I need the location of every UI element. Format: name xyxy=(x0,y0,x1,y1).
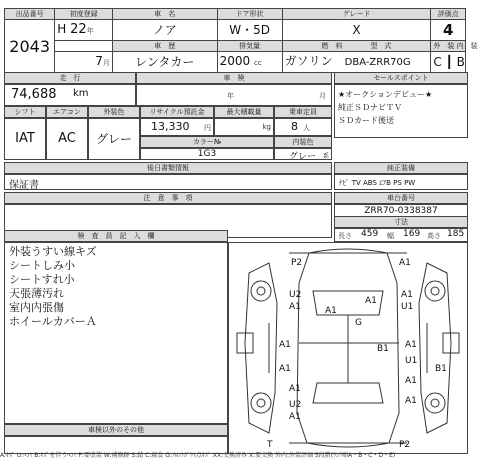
note-1: 外装うすい線キズ xyxy=(9,245,97,258)
hgt: 185 xyxy=(447,229,465,239)
len-label: 長さ xyxy=(338,232,352,240)
color-no-header: カラー№ xyxy=(140,136,274,148)
cc-unit: cc xyxy=(254,59,262,67)
mark-u2-rl: U2 xyxy=(289,400,302,410)
dims-box xyxy=(334,228,468,242)
exterior-grade: C xyxy=(433,55,442,69)
wid: 169 xyxy=(403,229,421,239)
shift-box xyxy=(4,118,46,160)
car-outline xyxy=(229,243,467,453)
mark-a1-rr: A1 xyxy=(405,376,417,386)
first-reg-header: 初度登録 xyxy=(55,9,113,20)
inspector-box xyxy=(4,242,228,424)
legend-footer: A:ｷｽﾞ U:ﾍｺﾐ B:ｷｽﾞを伴うﾍｺﾐ P:要塗装 W:補修跡 S:錆 C:腐食 G:ﾌﾛﾝﾄｶﾞﾗｽ点ｷｽﾞ XX:交換済み X:要交換 外内:外装評価 5段階(ﾗﾝｸ順A・B・C・D・E) xyxy=(0,452,396,459)
mileage-header: 走 行 xyxy=(4,72,136,84)
shift: IAT xyxy=(15,131,35,146)
kg-unit: kg xyxy=(262,123,271,131)
usage-header: 車 歴 xyxy=(112,41,217,52)
note-6: ホイールカバーＡ xyxy=(9,315,97,328)
color-no: 1G3 xyxy=(197,149,217,159)
fuel: ガソリン xyxy=(284,54,333,68)
fuel-model-header xyxy=(282,41,431,52)
lot-header: 出品番号 xyxy=(5,9,55,20)
car-diagram xyxy=(228,242,468,454)
sales-point-1: ★オークションデビュー★ xyxy=(338,90,433,99)
sales-points-list xyxy=(335,85,467,130)
color-box xyxy=(88,118,140,160)
mark-t: T xyxy=(267,440,273,450)
recycle-yen: 円 xyxy=(204,124,211,132)
mark-u2-fl: U2 xyxy=(289,290,302,300)
note-5: 室内内張傷 xyxy=(9,301,64,314)
ext-int-grades: C ┃ B xyxy=(431,52,466,73)
mark-p2-rear: P2 xyxy=(399,440,411,450)
mark-b1-right: B1 xyxy=(435,364,447,374)
score: 4 xyxy=(431,20,466,41)
aircon: AC xyxy=(58,131,76,146)
inspector-notes xyxy=(5,243,227,331)
mark-p2-front: P2 xyxy=(291,258,303,268)
follow-header: 後日書類情報 xyxy=(4,162,332,174)
inspector-header: 検 査 員 記 入 欄 xyxy=(4,230,228,242)
year-unit: 年 xyxy=(86,27,94,35)
insp-year-unit: 年 xyxy=(227,92,234,100)
usage: レンタカー xyxy=(112,52,217,73)
mark-a1-fl: A1 xyxy=(289,302,301,312)
wid-label: 幅 xyxy=(387,232,394,240)
equipment-box xyxy=(334,174,468,190)
displacement-header: 排気量 xyxy=(217,41,282,52)
mark-a1-rl2: A1 xyxy=(289,412,301,422)
mark-a1-windshield: A1 xyxy=(325,306,337,316)
door-shape: W・5D xyxy=(217,20,282,41)
notice-header: 注 意 事 項 xyxy=(4,192,332,204)
equipment: ﾅﾋﾞ TV ABS ｴｱB PS PW xyxy=(339,179,416,187)
recycle-box xyxy=(140,118,214,136)
displacement-value: 2000 xyxy=(219,54,251,68)
max-load-box xyxy=(214,118,274,136)
capacity-box xyxy=(274,118,332,136)
person-unit: 人 xyxy=(303,124,310,132)
sales-point-3: ＳＤカード後送 xyxy=(338,116,394,125)
aircon-header: エアコン xyxy=(46,106,88,118)
frame-header: 車台番号 xyxy=(334,192,468,204)
mark-a1-ls2: A1 xyxy=(279,364,291,374)
follow-docs: 保証書 xyxy=(9,180,39,191)
sales-point-header: セールスポイント xyxy=(334,72,468,84)
color-header: 外装色 xyxy=(88,106,140,118)
note-3: シートすれ小 xyxy=(9,273,75,286)
capacity-header: 乗車定員 xyxy=(274,106,332,118)
grade: X xyxy=(282,20,431,41)
reg-month: 7 xyxy=(95,54,103,68)
mark-g: G xyxy=(355,318,362,328)
mark-u1-fr: U1 xyxy=(401,302,414,312)
era: H xyxy=(57,22,67,36)
recycle: 13,330 xyxy=(151,120,190,133)
mileage: 74,688 xyxy=(11,87,57,102)
capacity: 8 xyxy=(291,120,298,133)
sales-points-box xyxy=(334,84,468,138)
mark-a1-hood: A1 xyxy=(365,296,377,306)
score-header: 評価点 xyxy=(431,9,466,20)
mark-a1-ls: A1 xyxy=(279,340,291,350)
mark-a1-rr2: A1 xyxy=(405,396,417,406)
mark-b1-rs: B1 xyxy=(377,344,389,354)
int-color: グレー xyxy=(289,152,317,162)
car-name-header: 車 名 xyxy=(112,9,217,20)
len: 459 xyxy=(361,229,379,239)
int-color-box xyxy=(274,148,332,160)
int-color-suffix: 系 xyxy=(322,153,329,160)
mark-a1-front: A1 xyxy=(399,258,411,268)
ext-int-header xyxy=(431,41,478,52)
fuel-header: 燃 料 xyxy=(321,42,343,50)
exterior-header: 外 装 xyxy=(433,42,455,50)
model: DBA-ZRR70G xyxy=(344,57,411,68)
grade-header: グレード xyxy=(282,9,431,20)
inspection-header: 車 検 xyxy=(136,72,332,84)
first-reg-month xyxy=(55,52,113,73)
max-load-header: 最大積載量 xyxy=(214,106,274,118)
lot-number: 2043 xyxy=(5,20,55,73)
note-4: 天張薄汚れ xyxy=(9,287,64,300)
mark-a1-rl: A1 xyxy=(289,384,301,394)
fuel-model xyxy=(282,52,431,73)
mark-u1-rs: U1 xyxy=(405,356,418,366)
equipment-header: 純正装備 xyxy=(334,162,468,174)
color: グレー xyxy=(95,132,132,146)
aircon-box xyxy=(46,118,88,160)
insp-month-unit: 月 xyxy=(319,92,326,100)
car-name: ノア xyxy=(112,20,217,41)
sales-point-2: 純正ＳＤナビＴＶ xyxy=(338,103,402,112)
first-reg-year xyxy=(55,20,113,41)
auction-sheet xyxy=(4,8,478,456)
hgt-label: 高さ xyxy=(427,232,441,240)
int-color-header: 内装色 xyxy=(274,136,332,148)
mark-a1-fr: A1 xyxy=(401,290,413,300)
inspection-box xyxy=(136,84,332,106)
month-unit: 月 xyxy=(102,59,110,67)
color-no-box xyxy=(140,148,274,160)
mileage-box xyxy=(4,84,136,106)
recycle-header: リサイクル預託金 xyxy=(140,106,214,118)
follow-box xyxy=(4,174,332,190)
shift-header: シフト xyxy=(4,106,46,118)
top-info-table xyxy=(4,8,478,73)
interior-grade: B xyxy=(456,55,465,69)
model-header: 型 式 xyxy=(370,42,392,50)
interior-header: 内 装 xyxy=(456,42,478,50)
note-2: シートしみ小 xyxy=(9,259,75,272)
km-unit: km xyxy=(73,88,89,99)
options-header: 車検以外のその他 xyxy=(4,424,228,436)
displacement xyxy=(217,52,282,73)
reg-year: 22 xyxy=(70,22,87,37)
door-shape-header: ドア形状 xyxy=(217,9,282,20)
dims-header: 寸法 xyxy=(334,216,468,228)
frame-no: ZRR70-0338387 xyxy=(364,206,438,216)
mark-a1-rs: A1 xyxy=(405,340,417,350)
